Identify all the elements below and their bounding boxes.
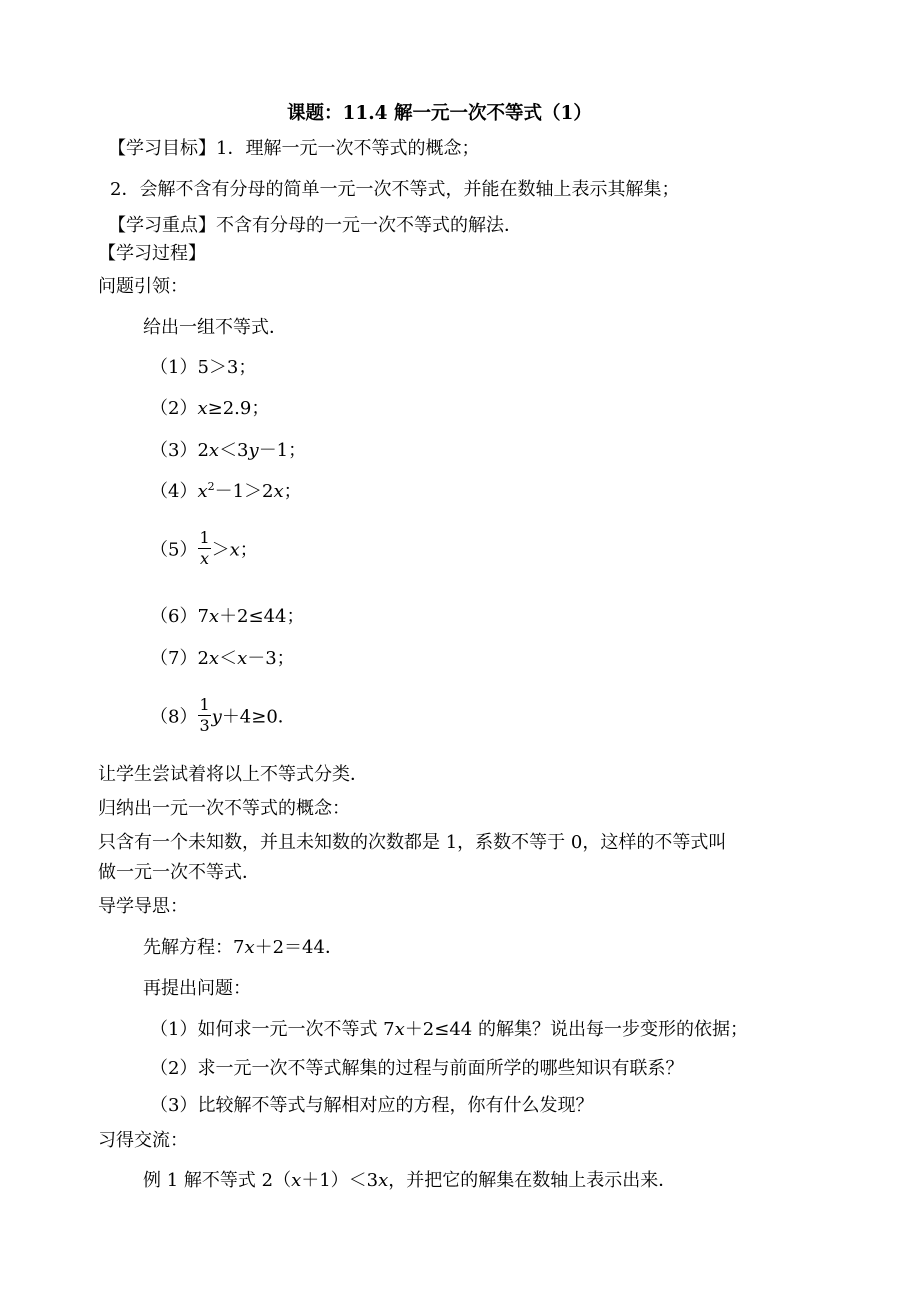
classify-instruction: 让学生尝试着将以上不等式分类． bbox=[98, 764, 368, 785]
variable: x bbox=[237, 648, 248, 669]
guide-heading: 导学导思： bbox=[98, 896, 188, 917]
coefficient: 2 bbox=[197, 648, 209, 669]
fraction-denominator: 3 bbox=[199, 716, 210, 735]
variable: x bbox=[291, 1170, 302, 1191]
variable: y bbox=[211, 706, 222, 728]
question-3: （3）比较解不等式与解相对应的方程，你有什么发现？ bbox=[150, 1095, 594, 1116]
variable: x bbox=[208, 440, 220, 461]
item-expression: 5＞3； bbox=[197, 357, 257, 378]
concept-line-2: 做一元一次不等式． bbox=[98, 862, 260, 883]
variable: y bbox=[248, 440, 259, 461]
question-text: （1）如何求一元一次不等式 7 bbox=[150, 1019, 395, 1040]
item-number: （6） bbox=[150, 606, 198, 627]
item-number: （7） bbox=[150, 648, 198, 669]
fraction bbox=[198, 695, 210, 736]
example-text: 例 1 解不等式 2（ bbox=[143, 1170, 292, 1191]
inequality-item-2 bbox=[150, 397, 269, 421]
concept-heading: 归纳出一元一次不等式的概念： bbox=[98, 798, 350, 819]
concept-line-1: 只含有一个未知数，并且未知数的次数都是 1，系数不等于 0，这样的不等式叫 bbox=[98, 832, 727, 853]
inequality-item-7 bbox=[150, 647, 295, 671]
item-expression: ≥2.9； bbox=[207, 398, 270, 419]
equation-text: ＋2＝44． bbox=[254, 937, 343, 958]
coefficient: 7 bbox=[197, 606, 209, 627]
inequality-item-8 bbox=[150, 697, 296, 738]
example-1 bbox=[143, 1169, 676, 1193]
item-expression: ＞ bbox=[211, 539, 230, 561]
coefficient: 2 bbox=[197, 440, 209, 461]
variable: x bbox=[208, 606, 220, 627]
item-expression: －1＞2 bbox=[214, 481, 274, 502]
goal-item-1: 1．理解一元一次不等式的概念； bbox=[216, 138, 480, 159]
variable: x bbox=[394, 1019, 405, 1040]
inequality-item-4 bbox=[150, 480, 302, 504]
item-number: （3） bbox=[150, 440, 198, 461]
example-text: ＋1）＜3 bbox=[301, 1170, 379, 1191]
inequality-item-3 bbox=[150, 439, 306, 463]
variable: x bbox=[197, 481, 208, 502]
item-expression: ； bbox=[283, 481, 302, 502]
item-expression: ＋4≥0． bbox=[221, 706, 296, 728]
question-intro: 再提出问题： bbox=[143, 978, 251, 999]
variable: x bbox=[208, 648, 220, 669]
inequality-item-5 bbox=[150, 530, 258, 571]
example-text: ，并把它的解集在数轴上表示出来． bbox=[388, 1170, 677, 1191]
inequality-item-6 bbox=[150, 605, 305, 629]
item-expression: ＜3 bbox=[219, 440, 249, 461]
variable: x bbox=[197, 398, 208, 419]
question-1 bbox=[150, 1018, 748, 1042]
question-text: ＋2≤44 的解集？说出每一步变形的依据； bbox=[404, 1019, 748, 1040]
fraction-numerator: 1 bbox=[199, 695, 210, 714]
item-expression: －1； bbox=[258, 440, 307, 461]
item-number: （1） bbox=[150, 357, 198, 378]
equation-text: 先解方程：7 bbox=[143, 937, 245, 958]
goals-label: 【学习目标】 bbox=[108, 138, 216, 159]
item-number: （2） bbox=[150, 398, 198, 419]
inequality-item-1 bbox=[150, 356, 256, 380]
learning-goals bbox=[108, 137, 479, 161]
goal-item-2: 2．会解不含有分母的简单一元一次不等式，并能在数轴上表示其解集； bbox=[110, 179, 680, 200]
equation-prompt bbox=[143, 936, 343, 960]
intro-heading: 问题引领： bbox=[98, 276, 188, 297]
fraction-denominator: x bbox=[200, 549, 210, 568]
item-expression: ＜ bbox=[219, 648, 238, 669]
intro-lead: 给出一组不等式． bbox=[143, 317, 287, 338]
variable: x bbox=[244, 937, 255, 958]
item-expression: －3； bbox=[247, 648, 295, 669]
variable: x bbox=[273, 481, 284, 502]
variable: x bbox=[229, 539, 240, 561]
page-title: 课题：11.4 解一元一次不等式（1） bbox=[287, 103, 592, 124]
item-expression: ； bbox=[239, 539, 258, 561]
fraction bbox=[198, 528, 210, 569]
fraction-numerator: 1 bbox=[199, 528, 210, 547]
exponent: 2 bbox=[207, 480, 215, 493]
item-number: （4） bbox=[150, 481, 198, 502]
item-number: （5） bbox=[150, 539, 198, 561]
variable: x bbox=[378, 1170, 389, 1191]
learning-focus bbox=[108, 214, 522, 238]
focus-label: 【学习重点】 bbox=[108, 215, 216, 236]
question-2: （2）求一元一次不等式解集的过程与前面所学的哪些知识有联系？ bbox=[150, 1058, 684, 1079]
item-number: （8） bbox=[150, 706, 198, 728]
item-expression: ＋2≤44； bbox=[219, 606, 305, 627]
focus-text: 不含有分母的一元一次不等式的解法． bbox=[216, 215, 522, 236]
exchange-heading: 习得交流： bbox=[98, 1130, 188, 1151]
process-label: 【学习过程】 bbox=[98, 243, 206, 264]
